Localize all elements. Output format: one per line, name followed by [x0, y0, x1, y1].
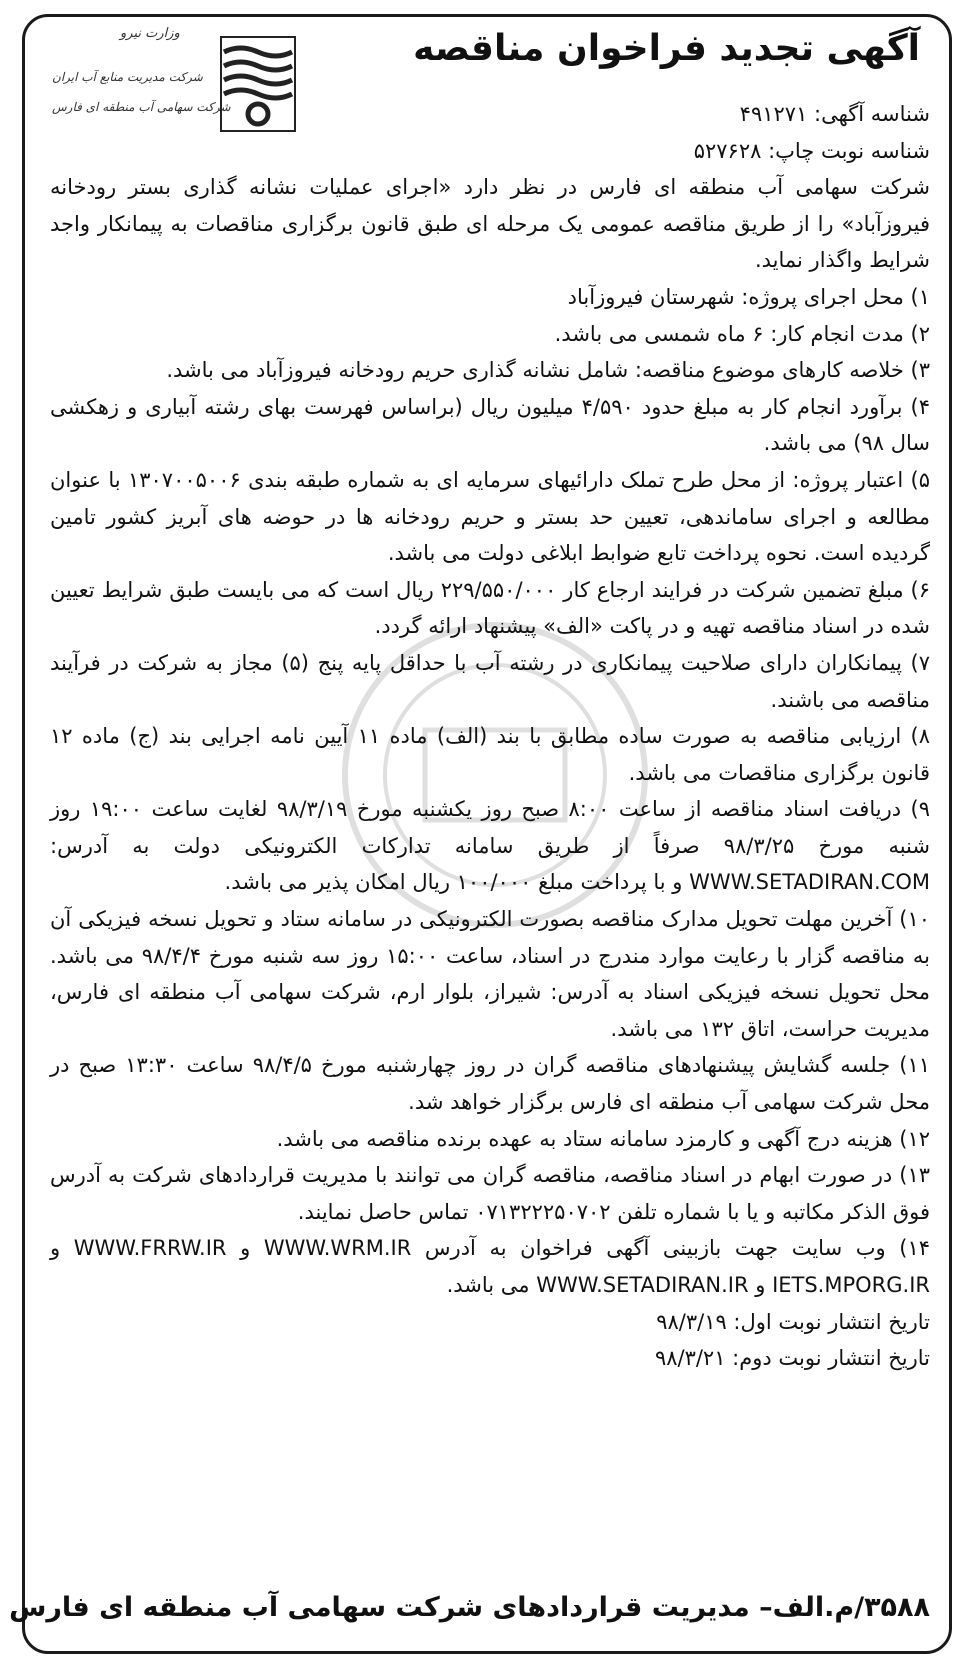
notice-item: ۷) پیمانکاران دارای صلاحیت پیمانکاری در رشته آب با حداقل پایه پنج (۵) مجاز به شرکت در فرآیند مناقصه می باشند. — [50, 650, 930, 712]
org-name-line2: شرکت سهامی آب منطقه ای فارس — [52, 100, 231, 114]
notice-item: ۴) برآورد انجام کار به مبلغ حدود ۴/۵۹۰ میلیون ریال (براساس فهرست بهای رشته آبیاری و زهکشی سال ۹۸) می باشد. — [50, 394, 930, 456]
ministry-name: وزارت نیرو — [120, 26, 180, 41]
notice-item: ۵) اعتبار پروژه: از محل طرح تملک دارائیهای سرمایه ای به شماره طبقه بندی ۱۳۰۷۰۰۵۰۰۶ با عنوان مطالعه و اجرای ساماندهی، تعیین حد بستر و حریم رودخانه ها در حوضه های آبریز کشور تامین گردیده است. نحوه پرداخت تابع ضوابط ابلاغی دولت می باشد. — [50, 467, 930, 566]
notice-item: ۱۴) وب سایت جهت بازبینی آگهی فراخوان به آدرس WWW.WRM.IR و WWW.FRRW.IR و IETS.MPORG.IR و WWW.SETADIRAN.IR می باشد. — [50, 1236, 930, 1297]
notice-item: ۱۲) هزینه درج آگهی و کارمزد سامانه ستاد به عهده برنده مناقصه می باشد. — [276, 1126, 930, 1151]
notice-item: ۱) محل اجرای پروژه: شهرستان فیروزآباد — [567, 284, 930, 309]
notice-item: ۸) ارزیابی مناقصه به صورت ساده مطابق با بند (الف) ماده ۱۱ آیین نامه اجرایی بند (ج) ماده ۱۲ قانون برگزاری مناقصات می باشد. — [50, 724, 930, 785]
print-id: شناسه نوبت چاپ: ۵۲۷۶۲۸ — [693, 138, 930, 163]
notice-item: ۶) مبلغ تضمین شرکت در فرایند ارجاع کار ۲۲۹/۵۵۰/۰۰۰ ریال است که می بایست طبق شرایط تعیین شده در اسناد مناقصه تهیه و در پاکت «الف» پیشنهاد ارائه گردد. — [50, 577, 930, 639]
intro-paragraph: شرکت سهامی آب منطقه ای فارس در نظر دارد «اجرای عملیات نشانه گذاری بستر رودخانه فیروزآباد» را از طریق مناقصه عمومی یک مرحله ای طبق قانون برگزاری مناقصات به پیمانکار واجد شرایط واگذار نماید. — [50, 175, 930, 273]
ad-id: شناسه آگهی: ۴۹۱۲۷۱ — [739, 102, 930, 126]
notice-item: ۳) خلاصه کارهای موضوع مناقصه: شامل نشانه گذاری حریم رودخانه فیروزآباد می باشد. — [166, 358, 930, 383]
publication-date-second: تاریخ انتشار نوبت دوم: ۹۸/۳/۲۱ — [654, 1346, 930, 1371]
notice-item: ۱۳) در صورت ابهام در اسناد مناقصه، مناقصه گران می توانند با مدیریت قراردادهای شرکت به آدرس فوق الذکر مکاتبه و یا با شماره تلفن ۰۷۱۳۲۲۲۵۰۷۰۲ تماس حاصل نمایند. — [50, 1163, 930, 1224]
notice-item: ۲) مدت انجام کار: ۶ ماه شمسی می باشد. — [554, 321, 930, 346]
notice-title: آگهی تجدید فراخوان مناقصه — [413, 28, 920, 69]
notice-body — [50, 96, 930, 1377]
notice-item: ۹) دریافت اسناد مناقصه از ساعت ۸:۰۰ صبح روز یکشنبه مورخ ۹۸/۳/۱۹ لغایت ساعت ۱۹:۰۰ روز شنبه مورخ ۹۸/۳/۲۵ صرفاً از طریق سامانه تدارکات الکترونیکی دولت به آدرس: WWW.SETADIRAN.COM و با پرداخت مبلغ ۱۰۰/۰۰۰ ریال امکان پذیر می باشد. — [50, 797, 930, 895]
notice-footer: ۳۵۸۸/م.الف– مدیریت قراردادهای شرکت سهامی آب منطقه ای فارس — [9, 1592, 930, 1623]
org-name-line1: شرکت مدیریت منابع آب ایران — [52, 70, 203, 84]
notice-item: ۱۰) آخرین مهلت تحویل مدارک مناقصه بصورت الکترونیکی در سامانه ستاد و تحویل نسخه فیزیکی آن به مناقصه گزار با رعایت موارد مندرج در اسناد، ساعت ۱۵:۰۰ روز سه شنبه مورخ ۹۸/۴/۴ می باشد. محل تحویل نسخه فیزیکی اسناد به آدرس: شیراز، بلوار ارم، شرکت سهامی آب منطقه ای فارس، مدیریت حراست، اتاق ۱۳۲ می باشد. — [50, 907, 930, 1041]
notice-item: ۱۱) جلسه گشایش پیشنهادهای مناقصه گران در روز چهارشنبه مورخ ۹۸/۴/۵ ساعت ۱۳:۳۰ صبح در محل شرکت سهامی آب منطقه ای فارس برگزار خواهد شد. — [50, 1053, 931, 1115]
publication-date-first: تاریخ انتشار نوبت اول: ۹۸/۳/۱۹ — [656, 1309, 930, 1334]
